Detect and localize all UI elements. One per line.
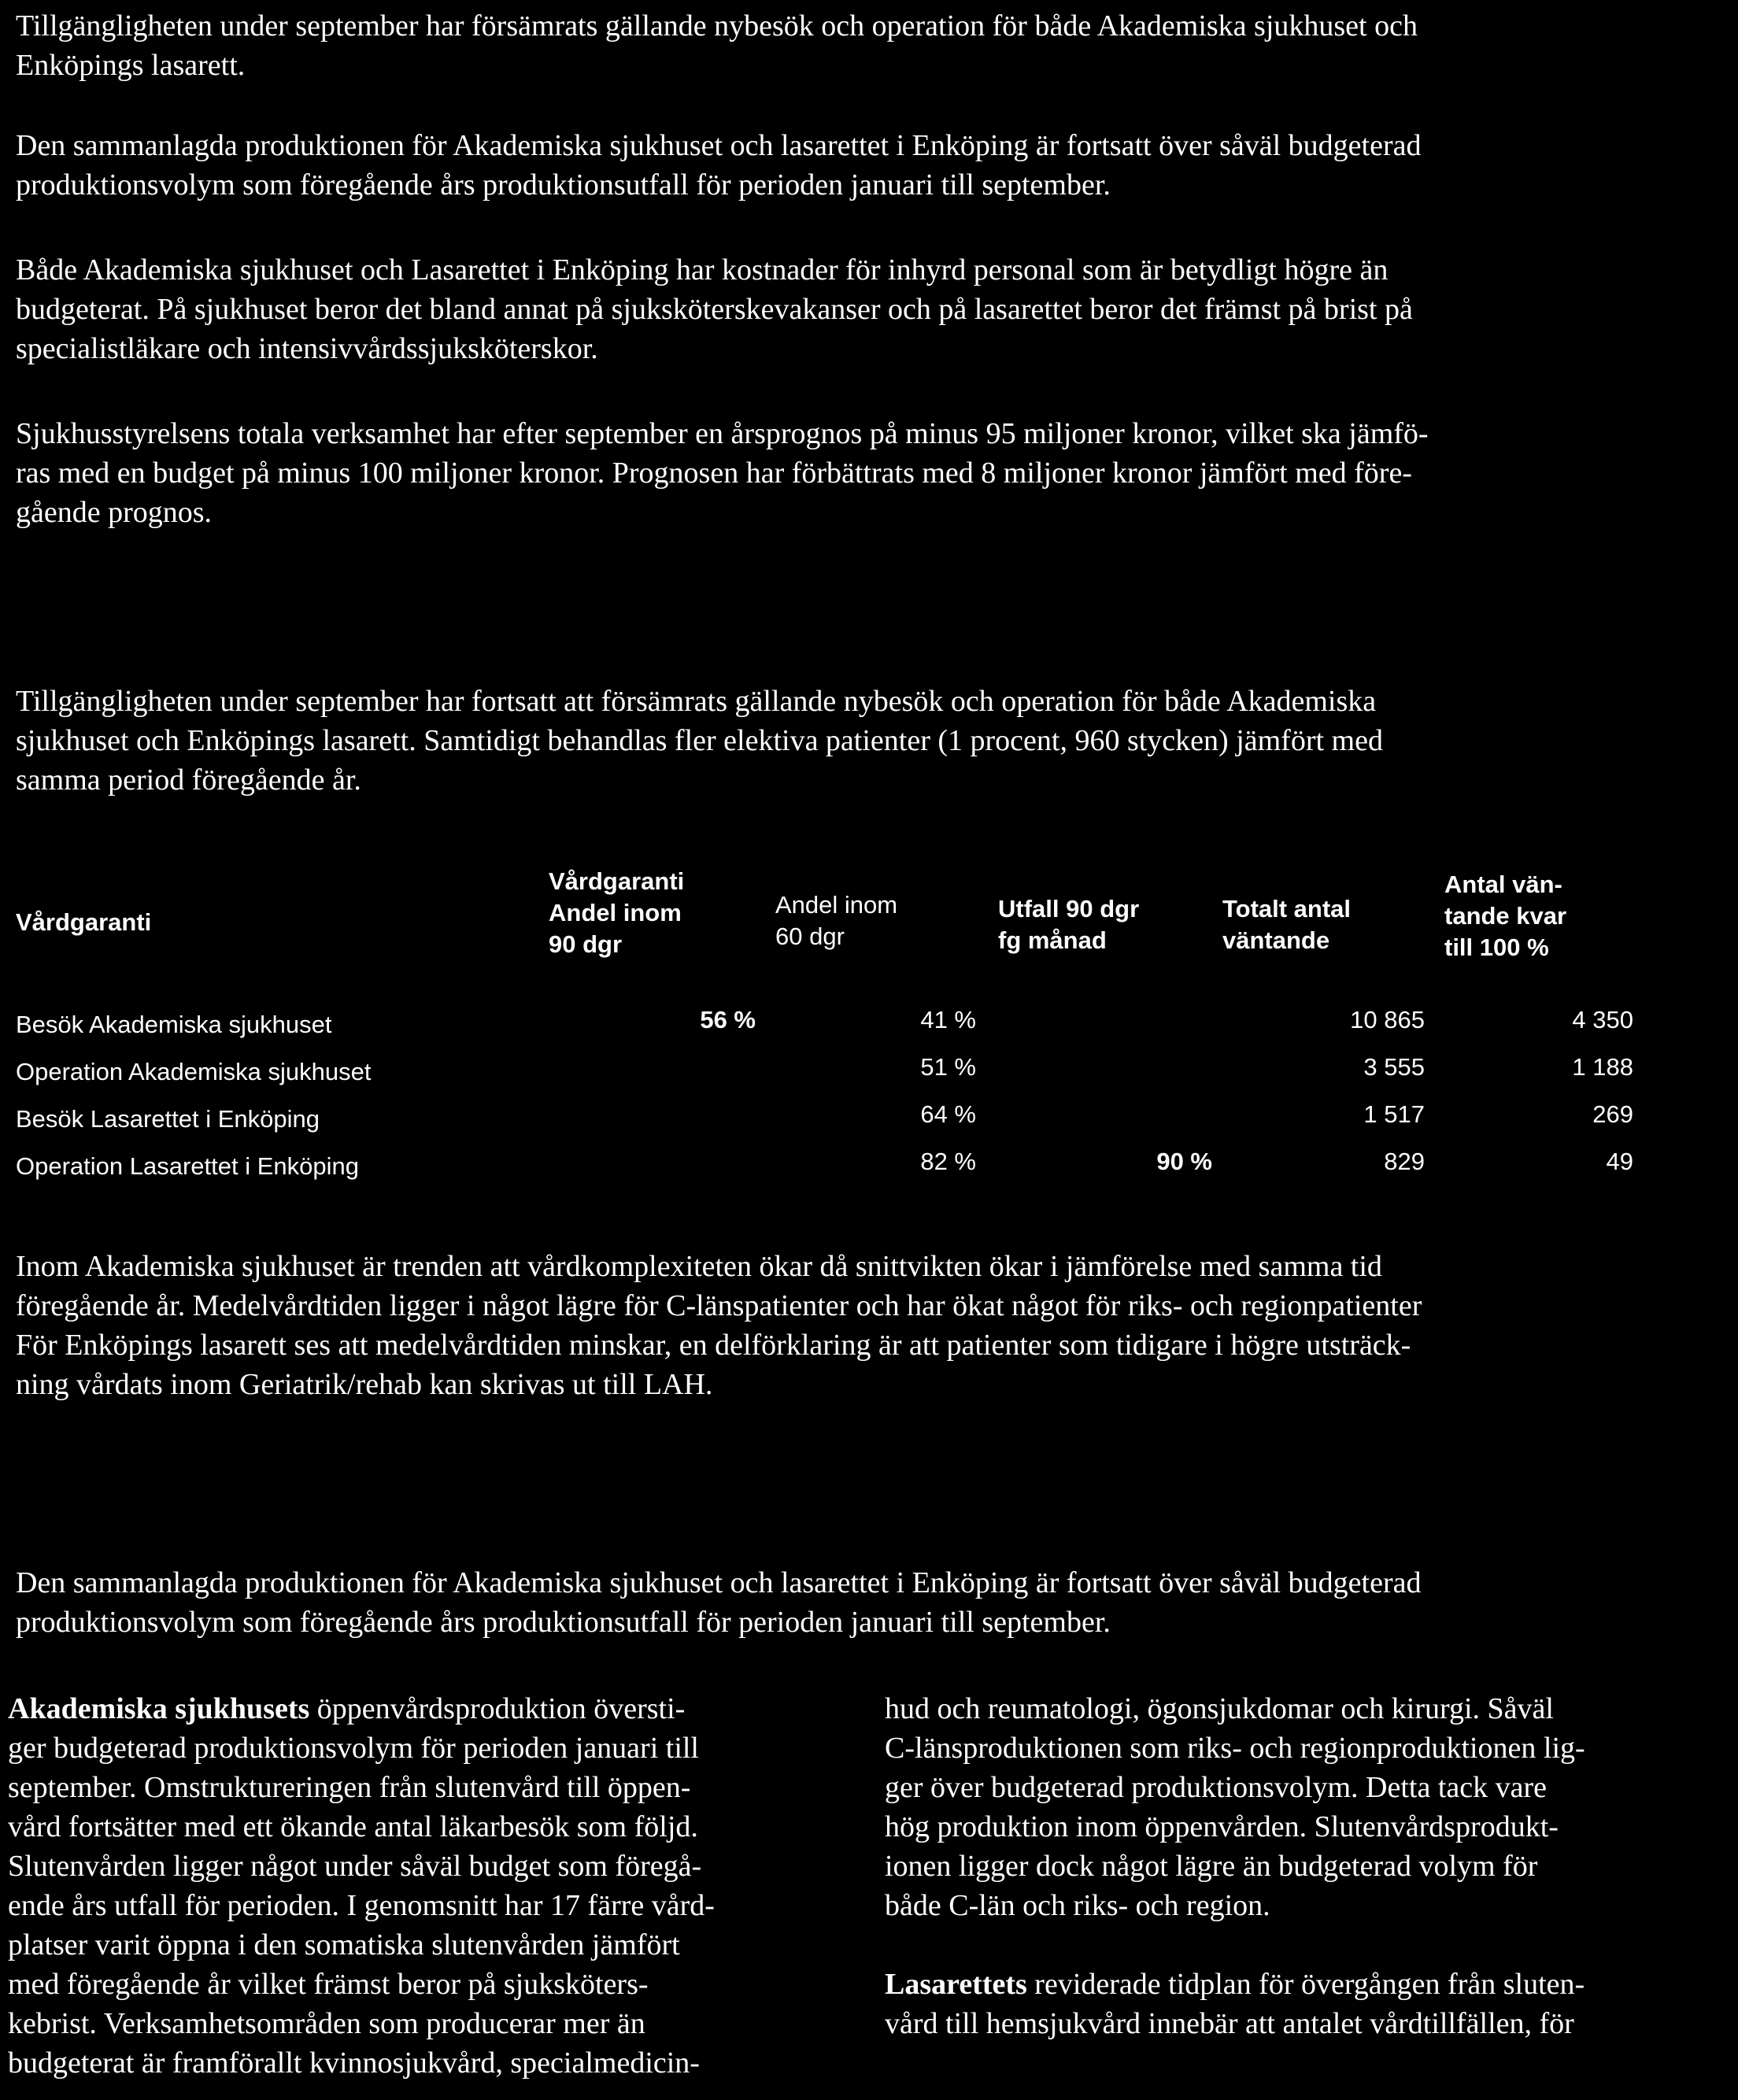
paragraph-forecast: Sjukhusstyrelsens totala verksamhet har efter september en årsprognos på minus 95 miljoner kronor, vilket ska jämfö- ras med en budget på minus 100 miljoner kronor. Prognosen har förbättrats med 8 miljoner kronor jämfört med före- gående prognos. (16, 417, 1429, 529)
cell-kvar: 4 350 (1572, 1006, 1633, 1033)
row-label: Besök Akademiska sjukhuset (16, 1011, 332, 1038)
cell-kvar: 1 188 (1572, 1053, 1633, 1081)
paragraph-production-summary: Den sammanlagda produktionen för Akademiska sjukhuset och lasarettet i Enköping är fortsatt över såväl budgeterad produktionsvolym som föregående års produktionsutfall för perioden januari till september. (16, 129, 1422, 201)
row-label: Operation Akademiska sjukhuset (16, 1058, 372, 1085)
cell-andel-60: 82 % (920, 1148, 976, 1175)
paragraph-staffing-costs: Både Akademiska sjukhuset och Lasarettet i Enköping har kostnader för inhyrd personal som är betydligt högre än budgeterat. På sjukhuset beror det bland annat på sjuksköterskevakanser och på lasarettet beror det främst på brist på specialistläkare och intensivvårdssjuksköterskor. (16, 253, 1413, 365)
cell-andel-60: 64 % (920, 1100, 976, 1128)
row-label: Operation Lasarettet i Enköping (16, 1152, 359, 1180)
header-antal-kvar: Antal vän- tande kvar till 100 % (1444, 871, 1567, 961)
header-andel-90: Vårdgaranti Andel inom 90 dgr (549, 867, 685, 958)
cell-totalt: 3 555 (1363, 1053, 1425, 1081)
cell-kvar: 269 (1592, 1100, 1633, 1128)
cell-totalt: 1 517 (1363, 1100, 1425, 1128)
paragraph-availability-summary: Tillgängligheten under september har försämrats gällande nybesök och operation för både Akademiska sjukhuset och Enköpings lasarett. (16, 9, 1418, 82)
column-right: hud och reumatologi, ögonsjukdomar och kirurgi. Såväl C-länsproduktionen som riks- och regionproduktionen lig- ger över budgeterad produktionsvolym. Detta tack vare hög produktion inom öppenvården. Slutenvårdsprodukt- ionen ligger dock något lägre än budgeterad volym för både C-län och riks- och region. Lasarettets reviderade tidplan för övergången från sluten- vård till hemsjukvård innebär att antalet vårdtillfällen, för (885, 1689, 1719, 2043)
cell-andel-60: 51 % (920, 1053, 976, 1081)
paragraph-production-repeat: Den sammanlagda produktionen för Akademiska sjukhuset och lasarettet i Enköping är fortsatt över såväl budgeterad produktionsvolym som föregående års produktionsutfall för perioden januari till september. (16, 1566, 1422, 1639)
cell-totalt: 10 865 (1350, 1006, 1425, 1033)
vardgaranti-table (0, 858, 1738, 1220)
paragraph-availability-detail: Tillgängligheten under september har fortsatt att försämrats gällande nybesök och operation för både Akademiska sjukhuset och Enköpings lasarett. Samtidigt behandlas fler elektiva patienter (1 procent, 960 stycken) jämfört med samma period föregående år. (16, 685, 1383, 797)
header-vardgaranti: Vårdgaranti (16, 908, 152, 936)
cell-andel-90: 56 % (700, 1006, 756, 1033)
column-left-first-line: Akademiska sjukhusets öppenvårdsproduktion översti- (8, 1692, 686, 1725)
cell-totalt: 829 (1384, 1148, 1425, 1175)
cell-kvar: 49 (1606, 1148, 1633, 1175)
column-right-lasarett-line: Lasarettets reviderade tidplan för övergången från sluten- (885, 1968, 1585, 2001)
cell-andel-60: 41 % (920, 1006, 976, 1033)
header-totalt-vantande: Totalt antal väntande (1222, 895, 1352, 954)
column-left: Akademiska sjukhusets öppenvårdsproduktion översti- ger budgeterad produktionsvolym för perioden januari till september. Omstruktureringen från slutenvård till öppen- vård fortsätter med ett ökande antal läkarbesök som följd. Slutenvården ligger något under såväl budget som föregå- ende års utfall för perioden. I genomsnitt har 17 färre vård- platser varit öppna i den somatiska slutenvården jämfört med föregående år vilket främst beror på sjuksköters- kebrist. Verksamhetsområden som producerar mer än budgeterat är framförallt kvinnosjukvård, specialmedicin- (8, 1689, 842, 2083)
header-andel-60: Andel inom 60 dgr (775, 891, 898, 950)
cell-utfall: 90 % (1156, 1148, 1212, 1175)
paragraph-care-complexity: Inom Akademiska sjukhuset är trenden att vårdkomplexiteten ökar då snittvikten ökar i jämförelse med samma tid föregående år. Medelvårdtiden ligger i något lägre för C-länspatienter och har ökat något för riks- och regionpatienter För Enköpings lasarett ses att medelvårdtiden minskar, en delförklaring är att patienter som tidigare i högre utsträck- ning vårdats inom Geriatrik/rehab kan skrivas ut till LAH. (16, 1250, 1422, 1401)
row-label: Besök Lasarettet i Enköping (16, 1105, 320, 1133)
header-utfall-90: Utfall 90 dgr fg månad (998, 895, 1140, 954)
